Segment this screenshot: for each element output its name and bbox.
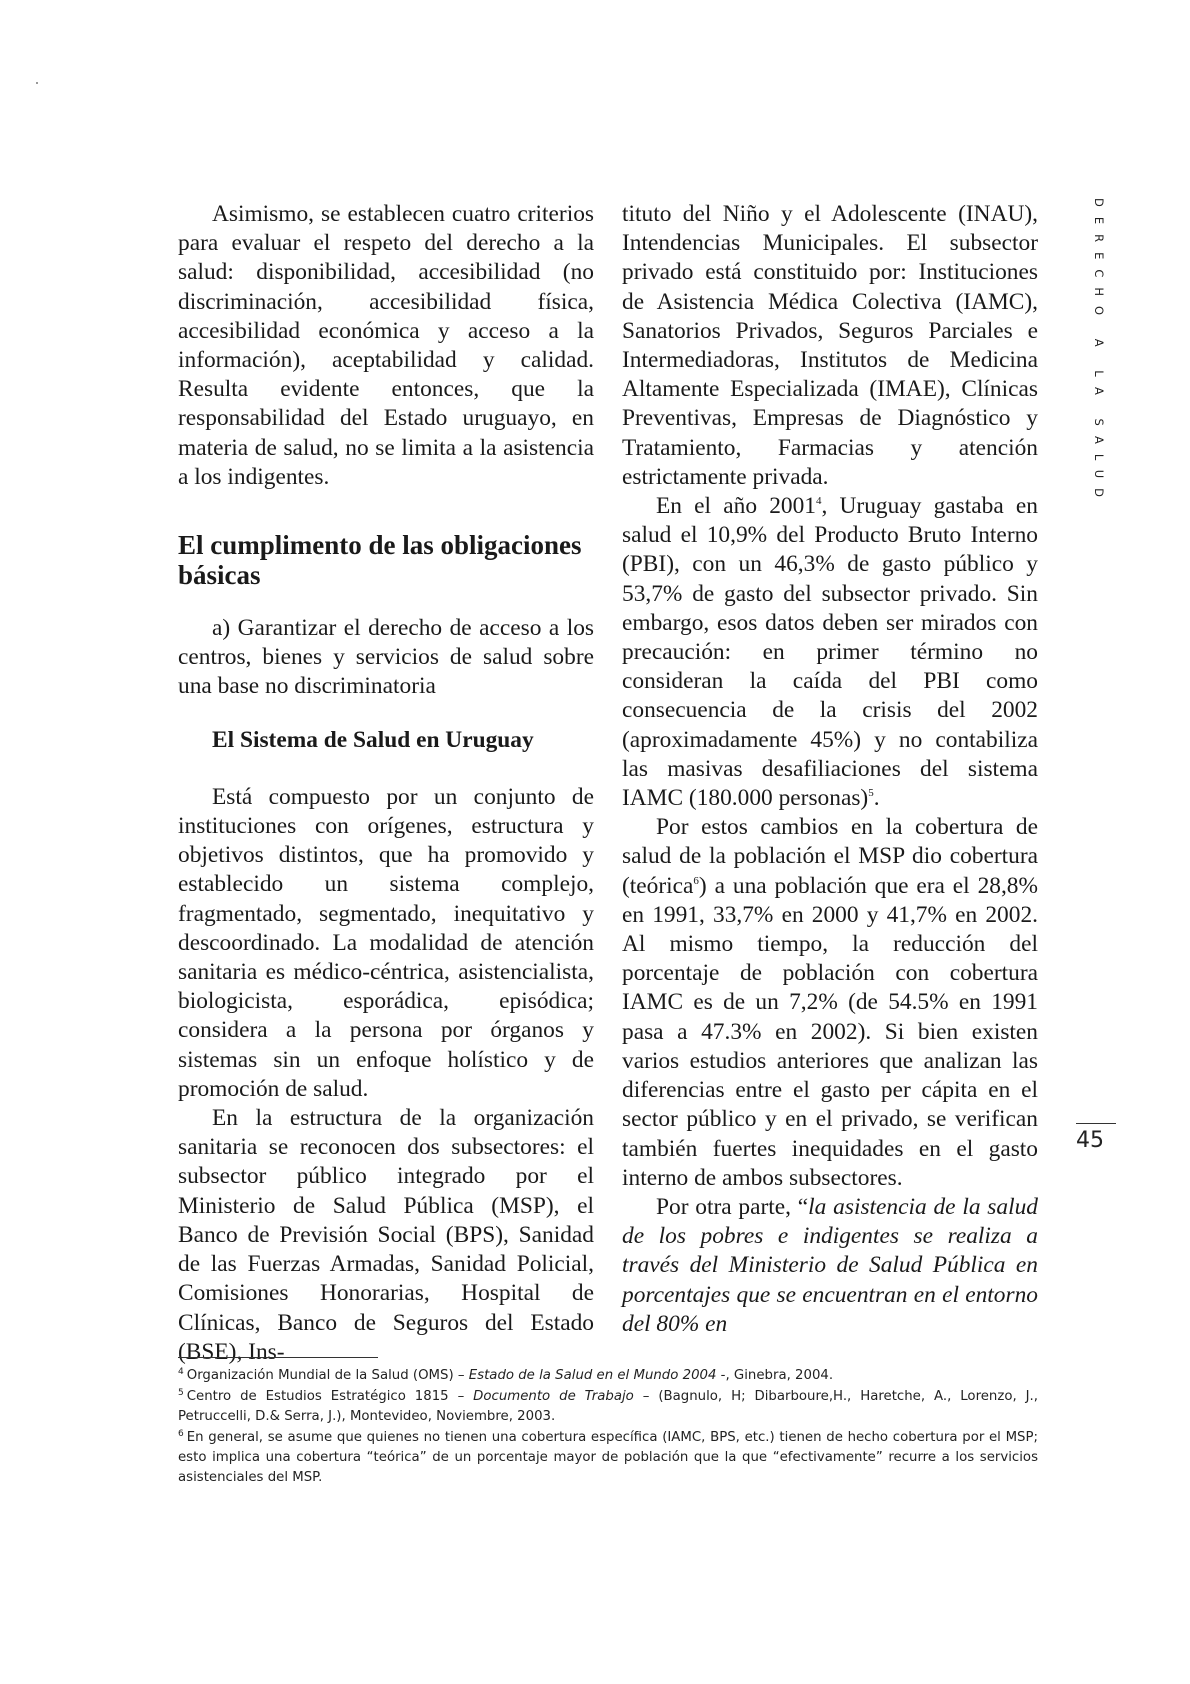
footnote-text: Organización Mundial de la Salud (OMS) – (186, 1368, 469, 1383)
paragraph: Asimismo, se establecen cuatro criterios para evaluar el respeto del derecho a la salud: disponibilidad, accesibilidad (no discriminación, accesibilidad física, accesibilidad económica y acceso a la información), aceptabilidad y calidad. Resulta evidente entonces, que la responsabilidad del Estado uruguayo, en materia de salud, no se limita a la asistencia a los indigentes. (178, 201, 594, 490)
footnote-title: Estado de la Salud en el Mundo 2004 (468, 1368, 717, 1383)
subsection-heading: El Sistema de Salud en Uruguay (212, 726, 534, 753)
footnote-title: Documento de Trabajo (473, 1389, 634, 1404)
footnote-text: – (Bagnulo, H; Dibarboure,H., Haretche, A., Lorenzo, J., Petruccelli, D.& Serra, J.), Montevideo, Noviembre, 2003. (178, 1389, 1038, 1424)
paragraph (622, 1193, 1038, 1339)
obligation-point: a) Garantizar el derecho de acceso a los centros, bienes y servicios de salud sobre una base no discriminatoria (178, 615, 594, 700)
paragraph: Está compuesto por un conjunto de instituciones con orígenes, estructura y objetivos distintos, que ha promovido y establecido un sistema complejo, fragmentado, segmentado, inequitativo y descoordinado. La modalidad de atención sanitaria es médico-céntrica, asistencialista, biologicista, esporádica, episódica; considera a la persona por órganos y sistemas sin un enfoque holístico y de promoción de salud. (178, 783, 594, 1102)
footnote-number: 5 (178, 1387, 184, 1398)
folio-rule (1076, 1123, 1116, 1124)
footnote (178, 1366, 1038, 1386)
page-number: 45 (1076, 1128, 1104, 1153)
scan-speck (36, 82, 38, 84)
section-heading: El cumplimento de las obligaciones básicas (178, 530, 582, 591)
footnote-number: 4 (178, 1366, 184, 1377)
text-run: . (873, 785, 880, 812)
footnote (178, 1428, 1038, 1488)
footnote-rule (178, 1357, 378, 1358)
footnote-ref: 6 (693, 874, 699, 887)
text-run: En el año 2001 (656, 493, 816, 520)
paragraph: tituto del Niño y el Adolescente (INAU), Intendencias Municipales. El subsector privado está constituido por: Instituciones de Asistencia Médica Colectiva (IAMC), Sanatorios Privados, Seguros Parciales e Intermediadoras, Institutos de Medicina Altamente Especializada (IMAE), Clínicas Preventivas, Empresas de Diagnóstico y Tratamiento, Farmacias y atención estrictamente privada. (622, 201, 1038, 490)
footnote-text: -, Ginebra, 2004. (716, 1368, 834, 1383)
paragraph: En la estructura de la organización sanitaria se reconocen dos subsectores: el subsector público integrado por el Ministerio de Salud Pública (MSP), el Banco de Previsión Social (BPS), Sanidad de las Fuerzas Armadas, Sanidad Policial, Comisiones Honorarias, Hospital de Clínicas, Banco de Seguros del Estado (BSE), Ins- (178, 1105, 594, 1365)
text-run: Por estos cambios en la cobertura de salud de la población el MSP dio cobertura (teórica (622, 814, 1038, 899)
text-run: , Uruguay gastaba en salud el 10,9% del Producto Bruto Interno (PBI), con un 46,3% de gasto público y 53,7% de gasto del subsector privado. Sin embargo, esos datos deben ser mirados con precaución: en primer término no consideran la caída del PBI como consecuencia de la crisis del 2002 (aproximadamente 45%) y no contabiliza las masivas desafiliaciones del sistema IAMC (180.000 personas) (622, 493, 1038, 812)
text-run: Por otra parte, “ (656, 1193, 809, 1220)
footnote-ref: 5 (868, 787, 874, 800)
text-run: ) a una población que era el 28,8% en 1991, 33,7% en 2000 y 41,7% en 2002. Al mismo tiempo, la reducción del porcentaje de población con cobertura IAMC es de un 7,2% (de 54.5% en 1991 pasa a 47.3% en 2002). Si bien existen varios estudios anteriores que analizan las diferencias entre el gasto per cápita en el sector público y en el privado, se verifican también fuertes inequidades en el gasto interno de ambos subsectores. (622, 872, 1038, 1191)
paragraph (622, 813, 1038, 1193)
footnote-number: 6 (178, 1428, 184, 1439)
footnote-ref: 4 (816, 495, 822, 508)
right-column (622, 200, 1038, 1339)
quote-italic: la asistencia de la salud de los pobres e indigentes se realiza a través del Ministerio de Salud Pública en porcentajes que se encuentran en el entorno del 80% en (622, 1193, 1038, 1337)
left-column (178, 200, 594, 1367)
footnotes (178, 1366, 1038, 1489)
paragraph (622, 492, 1038, 813)
footnote (178, 1387, 1038, 1427)
running-header: DERECHO A LA SALUD (1092, 198, 1106, 507)
footnote-text: Centro de Estudios Estratégico 1815 – (186, 1389, 474, 1404)
footnote-text: En general, se asume que quienes no tienen una cobertura específica (IAMC, BPS, etc.) tienen de hecho cobertura por el MSP; esto implica una cobertura “teórica” de un porcentaje mayor de población que la que “efectivamente” recurre a los servicios asistenciales del MSP. (178, 1430, 1038, 1485)
